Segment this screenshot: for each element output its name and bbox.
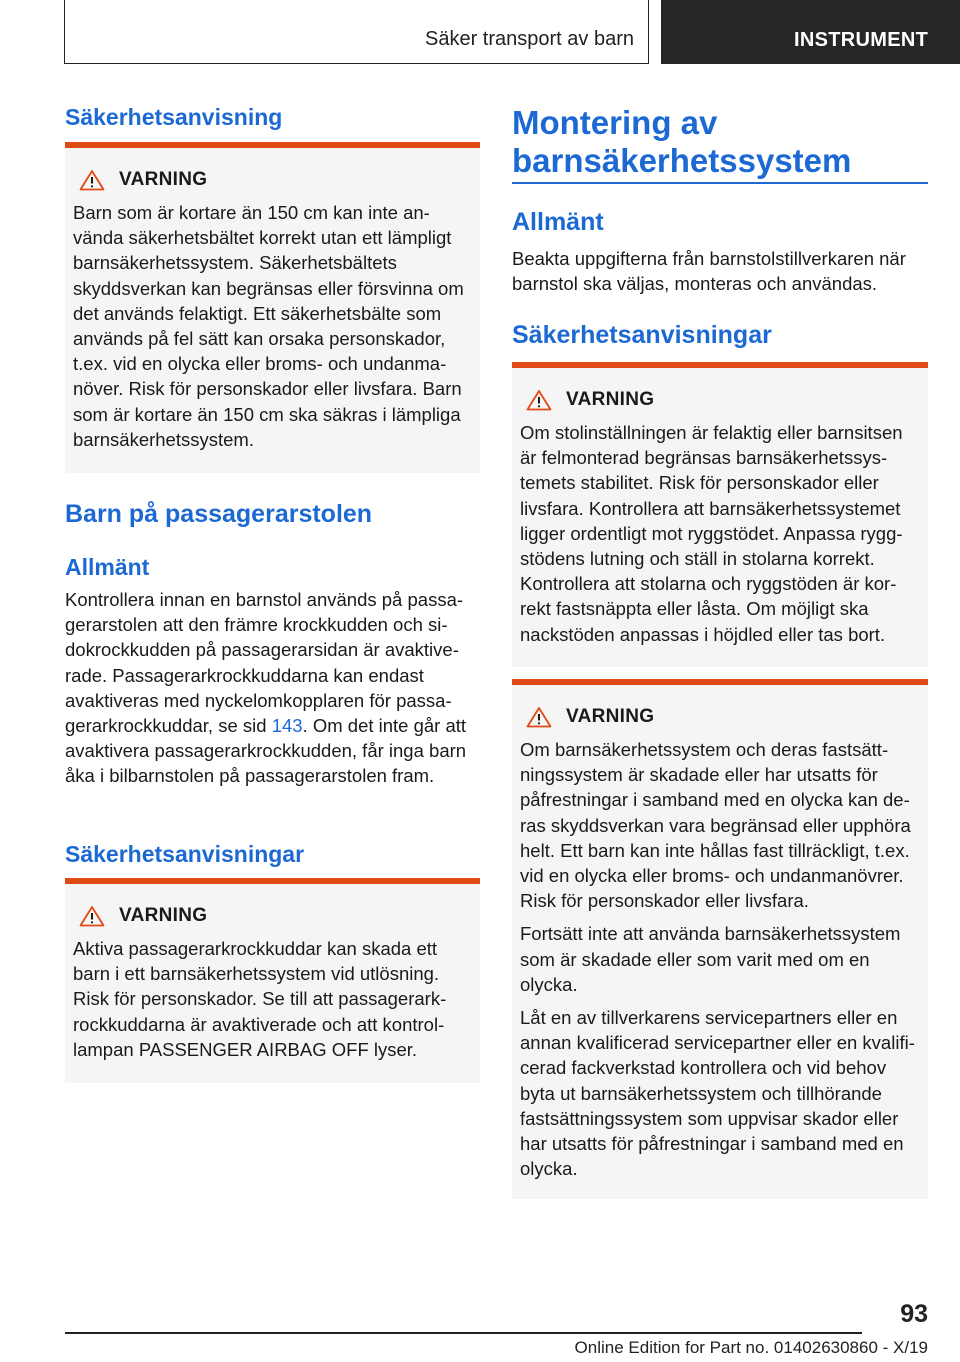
safety-heading: Säkerhetsanvisning [65,104,283,130]
warning-header [79,902,472,930]
safety-instructions-heading: Säkerhetsanvisningar [512,321,772,349]
general-paragraph: Beakta uppgifterna från barnstolstillverkaren när barnstol ska väljas, monteras och användas. [512,248,906,295]
mount-heading: Montering av barnsäkerhetssystem [512,104,852,179]
warning-box [65,878,480,1083]
general-heading: Allmänt [512,208,604,236]
warning-triangle-icon [526,389,552,411]
header-chapter-box [661,0,960,64]
general-heading: Allmänt [65,554,150,580]
warning-text: Aktiva passagerarkrockkuddar kan skada ett barn i ett barnsäkerhetssystem vid utlösning. Risk för personskador. Se till att passagerarkrockkuddarna är avaktiverade och att kontrollampan PASSENGER AIRBAG OFF lyser. [73,938,447,1060]
warning-text: Barn som är kortare än 150 cm kan inte använda säkerhetsbältet korrekt utan ett lämpligt barnsäkerhetssystem. Säkerhetsbältets skyddsverkan kan begränsas eller försvinna om det används felaktigt. Ett säkerhetsbälte som används på fel sätt kan orsaka personskador, t.ex. vid en olycka eller broms- och undanmanöver. Risk för personskador eller livsfara. Barn som är kortare än 150 cm ska säkras i lämpliga barnsäkerhetssystem. [73,202,464,450]
warning-header [526,703,920,731]
warning-box [65,142,480,473]
warning-header [79,166,472,194]
warning-text: Om barnsäkerhetssystem och deras fastsättningssystem är skadade eller har utsatts för påfrestningar i samband med en olycka kan deras skyddsverkan vara begränsad eller upphöra helt. Ett barn kan inte hållas fast tillräckligt, t.ex. vid en olycka eller broms- och undanmanövrer. Risk för personskador eller livsfara. [520,739,911,912]
header-chapter-title: INSTRUMENT [794,29,929,51]
warning-label: VARNING [566,706,655,727]
page-number: 93 [900,1300,928,1328]
general-paragraph [65,587,480,789]
header-section-title: Säker transport av barn [425,28,634,50]
warning-text: Om stolinställningen är felaktig eller barnsitsen är felmonterad begränsas barnsäkerhetssystemets stabilitet. Risk för personskador eller livsfara. Kontrollera att barnsäkerhetssystemet ligger ordentligt mot ryggstödet. Anpassa ryggstödens lutning och ställ in stolarna korrekt. Kontrollera att stolarna och ryggstöden är korrekt fastsnäppta eller låsta. Om möjligt ska nackstöden anpassas i höjdled eller tas bort. [520,422,903,645]
warning-label: VARNING [119,905,208,926]
warning-label: VARNING [119,169,208,190]
warning-label: VARNING [566,389,655,410]
warning-triangle-icon [79,169,105,191]
warning-triangle-icon [79,905,105,927]
warning-box [512,362,928,667]
warning-text: Fortsätt inte att använda barnsäkerhetssystem som är skadade eller som varit med om en olycka. [520,923,901,995]
heading-rule [512,182,928,184]
general-text-start: Kontrollera innan en barnstol används på passagerarstolen att den främre krockkudden och sidokrockkudden på passagerarsidan är avaktiverade. Passagerarkrockkuddarna kan endast avaktiveras med nyckelomkopplaren för passagerarkrockkuddar, se sid [65,589,464,737]
warning-triangle-icon [526,706,552,728]
warning-box [512,679,928,1199]
warning-header [526,386,920,414]
footer-edition: Online Edition for Part no. 01402630860 - X/19 [574,1338,928,1357]
warning-text: Låt en av tillverkarens servicepartners eller en annan kvalificerad servicepartner eller en kvalificerad fackverkstad kontrollera och vid behov byta ut barnsäkerhetssystem och tillhörande fastsättningssystem som uppvisar skador eller har utsatts för påfrestningar i samband med en olycka. [520,1007,915,1180]
passenger-heading: Barn på passagerarstolen [65,500,373,528]
footer-rule [65,1332,862,1334]
header-section-box [64,0,649,64]
general-text-end: . Om det inte går att avaktivera passagerarkrockkudden, får inga barn åka i bilbarnstolen på passagerarstolen fram. [65,715,467,787]
page-link[interactable]: 143 [271,715,303,737]
safety-instructions-heading: Säkerhetsanvisningar [65,841,305,867]
